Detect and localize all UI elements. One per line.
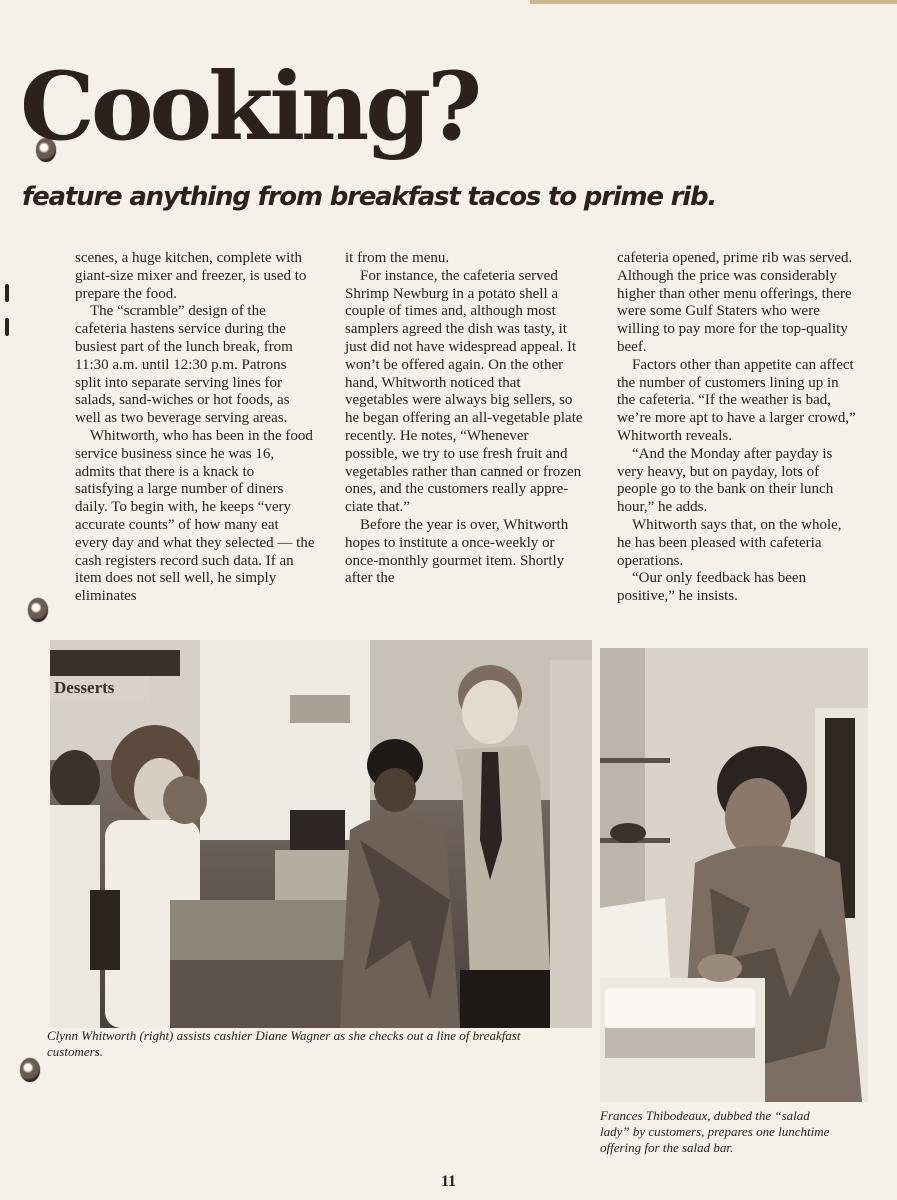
- right-photo-caption: Frances Thibodeaux, dubbed the “salad lady” by customers, prepares one lunchtime offering for the salad bar.: [600, 1108, 830, 1155]
- article-title: Cooking?: [20, 52, 479, 162]
- binder-hole-icon: [20, 1058, 40, 1082]
- paragraph: scenes, a huge kitchen, complete with giant-size mixer and freezer, is used to prepare the food.: [75, 250, 307, 302]
- binder-hole-icon: [28, 598, 48, 622]
- text-column-1: [75, 250, 315, 606]
- paragraph: “Our only feedback has been positive,” he insists.: [617, 570, 807, 605]
- cafeteria-line-photo: [50, 640, 592, 1028]
- text-column-2: [345, 250, 585, 588]
- margin-mark: [5, 284, 9, 302]
- text-column-3: [617, 250, 859, 606]
- top-edge-rule: [530, 0, 897, 4]
- paragraph: For instance, the cafeteria served Shrimp Newburg in a potato shell a couple of times and, although most samplers agreed the dish was tasty, it just did not have widespread appeal. It won’t be offered again. On the other hand, Whitworth noticed that vegetables were always big sellers, so he began offering an all-vegetable plate recently. He notes, “Whenever possible, we try to use fresh fruit and vegetables rather than canned or frozen ones, and the customers really appre-ciate that.”: [345, 267, 583, 516]
- left-photo-caption: Clynn Whitworth (right) assists cashier Diane Wagner as she checks out a line of breakfast customers.: [47, 1028, 521, 1059]
- desserts-sign: Desserts: [54, 678, 115, 697]
- paragraph: The “scramble” design of the cafeteria hastens service during the busiest part of the lunch break, from 11:30 a.m. until 12:30 p.m. Patrons split into separate serving lines for salads, sand-wiches or hot foods, as well as two beverage serving areas.: [75, 303, 293, 427]
- margin-mark: [5, 318, 9, 336]
- paragraph: “And the Monday after payday is very heavy, but on payday, lots of people go to the bank on their lunch hour,” he adds.: [617, 445, 834, 516]
- paragraph: cafeteria opened, prime rib was served. Although the price was considerably higher than other menu offerings, there were some Gulf Staters who were willing to pay more for the top-quality beef.: [617, 250, 853, 355]
- paragraph: Before the year is over, Whitworth hopes to institute a once-weekly or once-monthly gourmet item. Shortly after the: [345, 516, 569, 587]
- page-number: 11: [440, 1173, 457, 1190]
- paragraph: Whitworth, who has been in the food service business since he was 16, admits that there is a knack to satisfying a large number of diners daily. To begin with, he keeps “very accurate counts” of how many eat every day and what they selected — the cash registers record such data. If an item does not sell well, he simply eliminates: [75, 427, 315, 605]
- paragraph: Whitworth says that, on the whole, he has been pleased with cafeteria operations.: [617, 516, 842, 569]
- paragraph: it from the menu.: [345, 250, 450, 266]
- salad-lady-photo: [600, 648, 868, 1102]
- article-subtitle: feature anything from breakfast tacos to prime rib.: [22, 182, 717, 212]
- paragraph: Factors other than appetite can affect the number of customers lining up in the cafeteria. “If the weather is bad, we’re more apt to have a larger crowd,” Whitworth reveals.: [617, 356, 856, 444]
